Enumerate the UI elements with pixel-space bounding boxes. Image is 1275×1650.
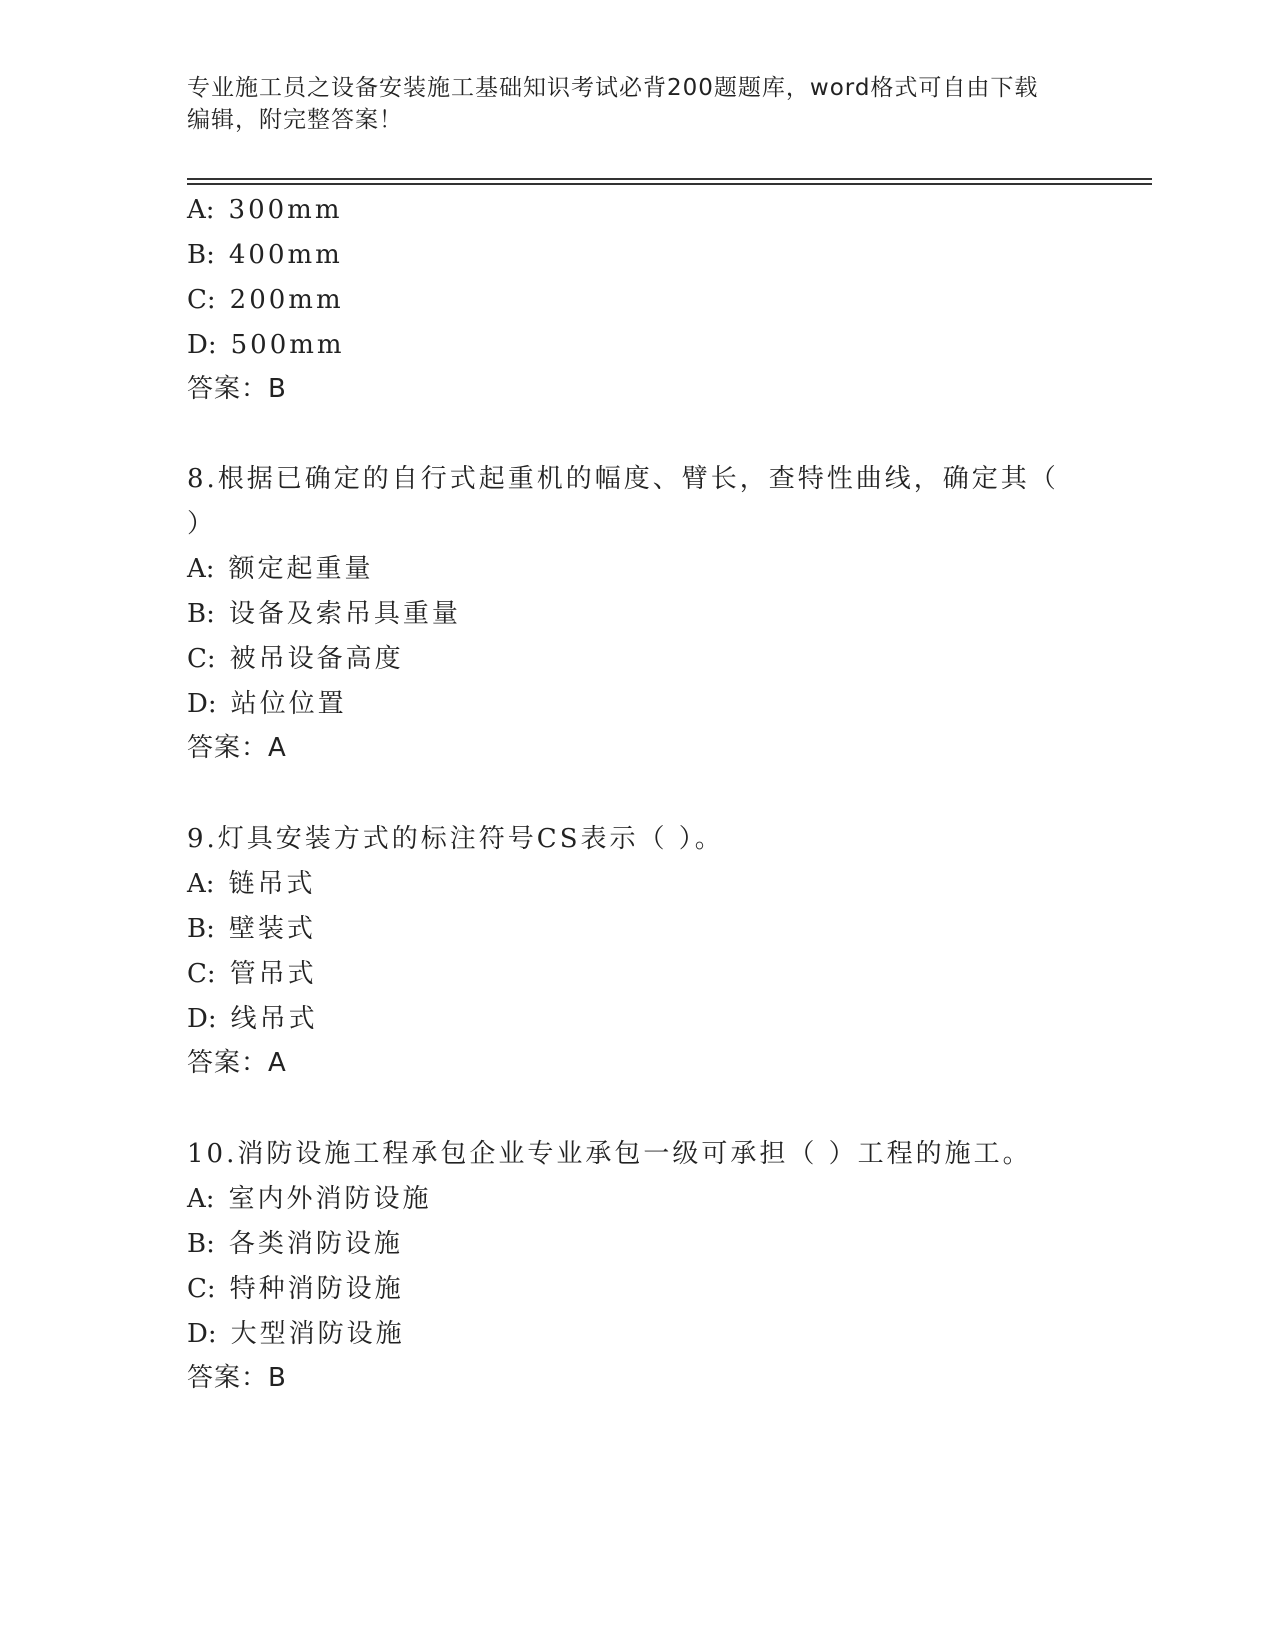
option-text: 设备及索吊具重量	[228, 599, 461, 629]
header-rule-top	[187, 178, 1152, 180]
question-10-stem: 10.消防设施工程承包企业专业承包一级可承担（ ）工程的施工。	[187, 1139, 1032, 1169]
option-text: 500mm	[230, 330, 345, 360]
option-a: A: 300mm	[187, 195, 343, 225]
option-text: 200mm	[229, 285, 344, 315]
question-8-stem-cont: ）	[187, 509, 217, 539]
option-text: 壁装式	[228, 914, 316, 944]
document-header	[187, 72, 1087, 136]
option-text: 管吊式	[229, 959, 317, 989]
option-b: B: 壁装式	[187, 914, 316, 944]
answer-line: 答案：A	[187, 1048, 287, 1078]
option-a: A: 室内外消防设施	[187, 1184, 432, 1214]
option-text: 链吊式	[228, 869, 316, 899]
option-text: 300mm	[228, 195, 343, 225]
option-b: B: 400mm	[187, 240, 343, 270]
header-rule-bottom	[187, 183, 1152, 185]
option-text: 各类消防设施	[228, 1229, 403, 1259]
header-line-1: 专业施工员之设备安装施工基础知识考试必背200题题库，word格式可自由下载	[187, 75, 1039, 101]
option-text: 大型消防设施	[230, 1319, 405, 1349]
question-8-stem: 8.根据已确定的自行式起重机的幅度、臂长，查特性曲线，确定其（	[187, 464, 1059, 494]
option-text: 室内外消防设施	[228, 1184, 432, 1214]
answer-line: 答案：B	[187, 374, 287, 404]
question-9-stem: 9.灯具安装方式的标注符号CS表示（ ）。	[187, 824, 724, 854]
option-d: D: 线吊式	[187, 1004, 318, 1034]
option-text: 被吊设备高度	[229, 644, 404, 674]
option-text: 额定起重量	[228, 554, 374, 584]
option-a: A: 额定起重量	[187, 554, 374, 584]
option-text: 特种消防设施	[229, 1274, 404, 1304]
header-line-2: 编辑，附完整答案！	[187, 107, 403, 133]
option-text: 400mm	[228, 240, 343, 270]
option-d: D: 500mm	[187, 330, 345, 360]
option-b: B: 各类消防设施	[187, 1229, 403, 1259]
answer-line: 答案：A	[187, 733, 287, 763]
answer-line: 答案：B	[187, 1363, 287, 1393]
option-c: C: 特种消防设施	[187, 1274, 404, 1304]
option-b: B: 设备及索吊具重量	[187, 599, 461, 629]
option-d: D: 大型消防设施	[187, 1319, 405, 1349]
option-text: 线吊式	[230, 1004, 318, 1034]
option-a: A: 链吊式	[187, 869, 316, 899]
option-c: C: 被吊设备高度	[187, 644, 404, 674]
option-text: 站位位置	[230, 689, 347, 719]
option-c: C: 200mm	[187, 285, 344, 315]
option-d: D: 站位位置	[187, 689, 347, 719]
option-c: C: 管吊式	[187, 959, 317, 989]
